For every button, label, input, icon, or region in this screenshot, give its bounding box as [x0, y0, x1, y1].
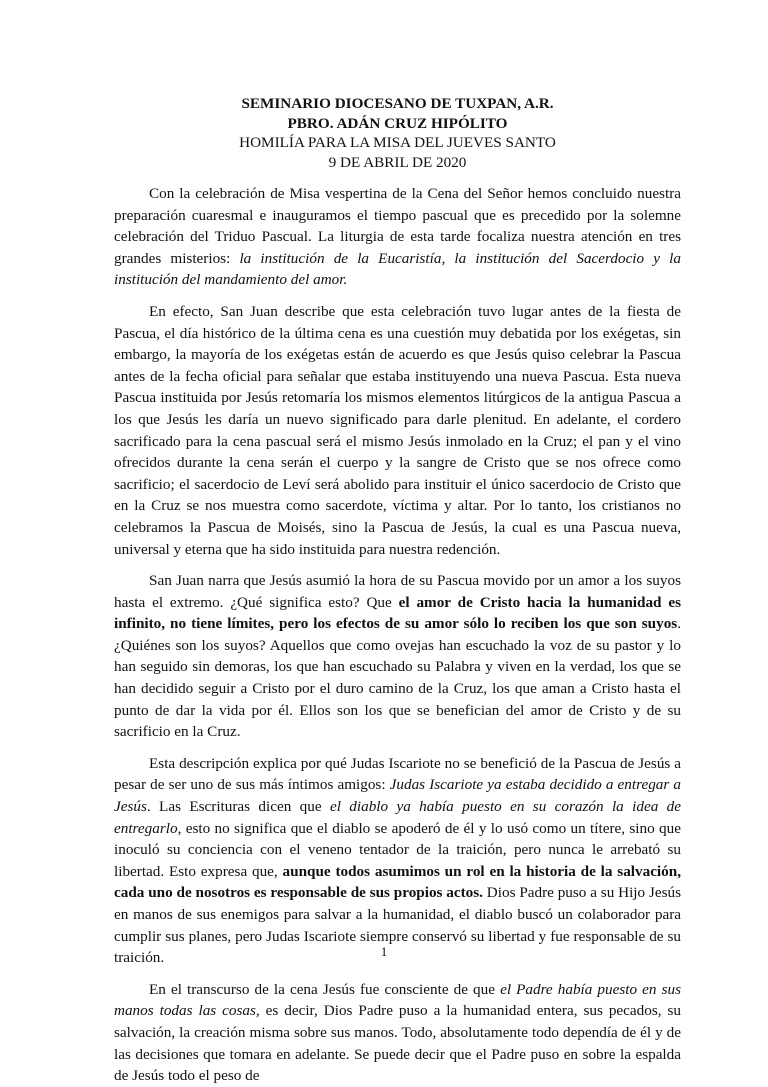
text-segment: En el transcurso de la cena Jesús fue consciente de que — [149, 980, 501, 998]
page-number: 1 — [380, 944, 388, 959]
bold-segment: aunque todos asumimos un rol en la historia de la salvación, cada uno de nosotros es responsable de sus propios actos. — [114, 862, 681, 902]
paragraph-1 — [114, 183, 681, 291]
italic-segment: Judas Iscariote ya estaba decidido a entregar a Jesús — [114, 776, 681, 816]
paragraph-5 — [114, 979, 681, 1087]
paragraph-4 — [114, 753, 681, 969]
text-segment: Dios Padre puso a su Hijo Jesús en manos de sus enemigos para salvar a la humanidad, el diablo buscó un colaborador para cumplir sus planes, pero Judas Iscariote siempre conservó su libertad y fue responsable de su traición. — [114, 884, 681, 967]
text-segment: es decir, Dios Padre puso a la humanidad entera, sus pecados, su salvación, la creación misma sobre sus manos. Todo, absolutamente todo dependía de él y de las decisiones que tomara en adelante. Se puede decir que el Padre puso en sobre la espalda de Jesús todo el peso de — [114, 1002, 681, 1085]
bold-segment: el amor de Cristo hacia la humanidad es infinito, no tiene límites, pero los efectos de su amor sólo lo reciben los que son suyos — [114, 593, 681, 633]
text-segment: . ¿Quiénes son los suyos? Aquellos que como ovejas han escuchado la voz de su pastor y lo han seguido sin demoras, los que han escuchado su Palabra y viven en la verdad, los que se han decidido seguir a Cristo por el duro camino de la Cruz, los que aman a Cristo hasta el punto de dar la vida por él. Ellos son los que se benefician del amor de Cristo y de su sacrificio en la Cruz. — [114, 615, 681, 741]
seminary-title: SEMINARIO DIOCESANO DE TUXPAN, A.R. — [241, 95, 554, 112]
italic-segment: el Padre había puesto en sus manos todas las cosas, — [114, 980, 681, 1020]
document-header — [114, 94, 681, 172]
text-segment: Esta descripción explica por qué Judas Iscariote no se benefició de la Pascua de Jesús a pesar de ser uno de sus más íntimos amigos: — [114, 754, 681, 794]
paragraph-3 — [114, 570, 681, 743]
author-name: PBRO. ADÁN CRUZ HIPÓLITO — [287, 114, 508, 132]
homily-date: 9 DE ABRIL DE 2020 — [328, 153, 467, 171]
text-segment: Con la celebración de Misa vespertina de la Cena del Señor hemos concluido nuestra preparación cuaresmal e inauguramos el tiempo pascual que es precedido por la solemne celebración del Triduo Pascual. La liturgia de esta tarde focaliza nuestra atención en tres grandes misterios: — [114, 185, 681, 267]
italic-segment: el diablo ya había puesto en su corazón la idea de entregarlo — [114, 798, 681, 837]
italic-segment: la institución de la Eucaristía, la institución del Sacerdocio y la institución del mandamiento del amor. — [114, 249, 681, 289]
homily-title: HOMILÍA PARA LA MISA DEL JUEVES SANTO — [239, 134, 556, 151]
text-segment: En efecto, San Juan describe que esta celebración tuvo lugar antes de la fiesta de Pascua, el día histórico de la última cena es una cuestión muy debatida por los exégetas, sin embargo, la mayoría de los exégetas están de acuerdo es que Jesús quiso celebrar la Pascua antes de la fecha oficial para señalar que estaba instituyendo una nueva Pascua. Esta nueva Pascua instituida por Jesús retomaría los mismos elementos litúrgicos de la antigua Pascua a los que Jesús les daría un nuevo significado para darle plenitud. En adelante, el cordero sacrificado para la cena pascual será el mismo Jesús inmolado en la Cruz; el pan y el vino ofrecidos durante la cena serán el cuerpo y la sangre de Cristo que se nos ofrece como sacrificio; el sacerdocio de Leví será abolido para instituir el único sacerdocio de Cristo que en la Cruz se nos muestra como sacerdote, víctima y altar. Por lo tanto, los cristianos no celebramos la Pascua de Moisés, sino la Pascua de Jesús, la cual es una Pascua nueva, universal y eterna que ha sido instituida para nuestra redención. — [114, 302, 681, 558]
text-segment: , esto no significa que el diablo se apoderó de él y lo usó como un títere, sino que inoculó su conciencia con el veneno tentador de la traición, pero nunca le arrebató su libertad. Esto expresa que, — [114, 819, 681, 880]
text-segment: San Juan narra que Jesús asumió la hora de su Pascua movido por un amor a los suyos hasta el extremo. ¿Qué significa esto? Que — [114, 572, 681, 611]
text-segment: . Las Escrituras dicen que — [146, 798, 330, 816]
paragraph-2 — [114, 301, 681, 560]
